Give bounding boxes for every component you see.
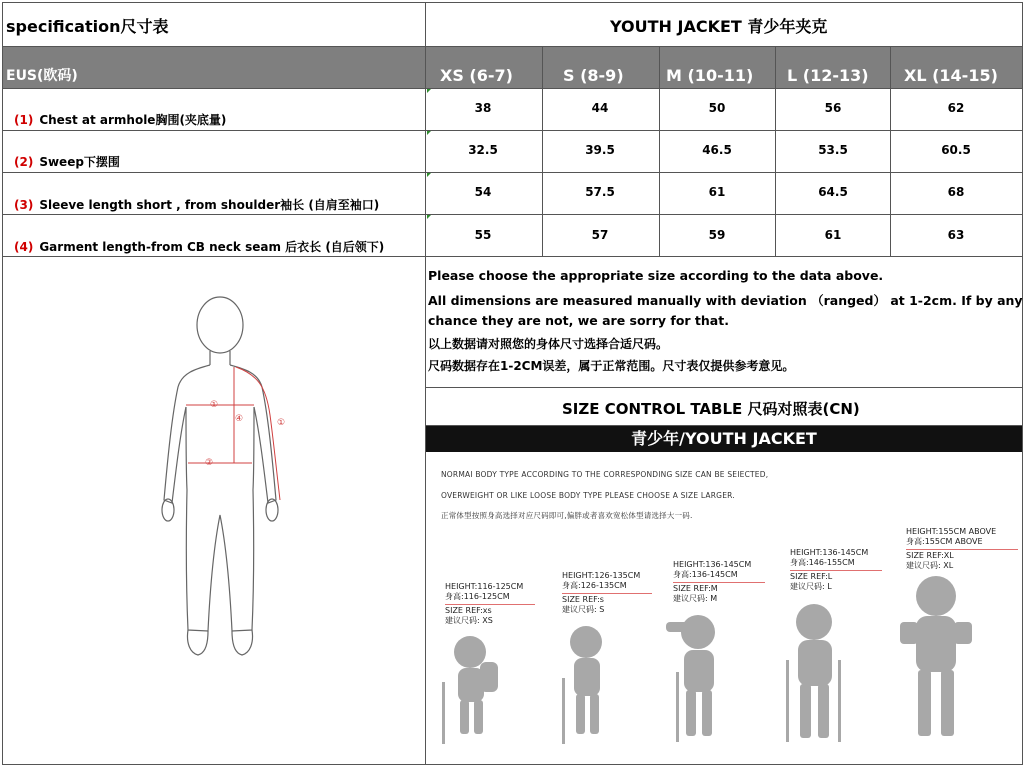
note-line-4: 以上数据请对照您的身体尺寸选择合适尺码。: [428, 337, 669, 351]
kid-label-m: HEIGHT:136-145CM 身高:136-145CM SIZE REF:M 建议尺码: M: [673, 560, 752, 603]
kid-label-xs: HEIGHT:116-125CM 身高:116-125CM SIZE REF:xs 建议尺码: XS: [445, 582, 524, 625]
cell-marker: [427, 173, 431, 177]
measurement-label: (4) Garment length-from CB neck seam 后衣长 (自后领下): [14, 240, 385, 254]
kid-silhouette-l: [780, 600, 850, 748]
value-cell: 38: [474, 101, 492, 115]
kid-label-l: HEIGHT:136-145CM 身高:146-155CM SIZE REF:L 建议尺码: L: [790, 548, 869, 591]
spec-title: specification尺寸表: [6, 17, 169, 36]
diagram-mark-length: ④: [235, 414, 244, 424]
cell-marker: [427, 131, 431, 135]
value-cell: 63: [947, 228, 965, 242]
size-m: M (10-11): [666, 66, 754, 85]
measurement-label: (1) Chest at armhole胸围(夹底量): [14, 113, 227, 127]
body-measurement-diagram: [150, 295, 300, 665]
size-control-title: SIZE CONTROL TABLE 尺码对照表(CN): [562, 400, 860, 418]
value-cell: 57: [591, 228, 609, 242]
value-cell: 50: [708, 101, 726, 115]
value-cell: 46.5: [702, 143, 732, 157]
value-cell: 53.5: [818, 143, 848, 157]
measurement-label: (2) Sweep下摆围: [14, 155, 120, 169]
diagram-mark-sleeve: ①: [277, 418, 286, 428]
kid-underline: [790, 570, 882, 571]
note-line-1: Please choose the appropriate size according to the data above.: [428, 268, 884, 283]
measurement-label: (3) Sleeve length short , from shoulder袖长 (自肩至袖口): [14, 198, 380, 212]
value-cell: 39.5: [585, 143, 615, 157]
value-cell: 56: [824, 101, 842, 115]
diagram-mark-chest: ①: [210, 400, 219, 410]
value-cell: 57.5: [585, 185, 615, 199]
value-cell: 61: [824, 228, 842, 242]
kid-silhouette-m: [662, 608, 734, 748]
diagram-mark-sweep: ②: [205, 458, 214, 468]
value-cell: 61: [708, 185, 726, 199]
value-cell: 59: [708, 228, 726, 242]
kid-underline: [673, 582, 765, 583]
value-cell: 54: [474, 185, 492, 199]
value-cell: 64.5: [818, 185, 848, 199]
value-cell: 62: [947, 101, 965, 115]
kid-silhouette-xs: [436, 632, 506, 750]
value-cell: 44: [591, 101, 609, 115]
size-xl: XL (14-15): [904, 66, 998, 85]
note-line-5: 尺码数据存在1-2CM误差，属于正常范围。尺寸表仅提供参考意见。: [428, 359, 795, 373]
kid-silhouette-xl: [896, 572, 976, 748]
youth-jacket-bar: 青少年/YOUTH JACKET: [426, 426, 1022, 452]
size-caption-1: NORMAI BODY TYPE ACCORDING TO THE CORRESPONDING SIZE CAN BE SEIECTED,: [441, 470, 769, 479]
note-line-2: All dimensions are measured manually with deviation （ranged） at 1-2cm. If by any: [428, 293, 1023, 308]
kid-underline: [562, 593, 652, 594]
size-xs: XS (6-7): [440, 66, 513, 85]
jacket-title: YOUTH JACKET 青少年夹克: [610, 17, 828, 36]
size-l: L (12-13): [787, 66, 869, 85]
measurement-number: (1): [14, 113, 34, 127]
note-line-3: chance they are not, we are sorry for that.: [428, 313, 729, 328]
kid-underline: [445, 604, 535, 605]
kid-underline: [906, 549, 1018, 550]
measurement-number: (4): [14, 240, 34, 254]
value-cell: 60.5: [941, 143, 971, 157]
value-cell: 55: [474, 228, 492, 242]
measurement-number: (2): [14, 155, 34, 169]
kid-silhouette-s: [554, 622, 618, 750]
value-cell: 68: [947, 185, 965, 199]
cell-marker: [427, 89, 431, 93]
size-caption-2: OVERWEIGHT OR LIKE LOOSE BODY TYPE PLEASE CHOOSE A SIZE LARGER.: [441, 491, 735, 500]
kid-label-s: HEIGHT:126-135CM 身高:126-135CM SIZE REF:s 建议尺码: S: [562, 571, 641, 614]
value-cell: 32.5: [468, 143, 498, 157]
size-caption-3: 正常体型按照身高选择对应尺码即可,偏胖或者喜欢宽松体型请选择大一码.: [441, 511, 693, 520]
size-s: S (8-9): [563, 66, 624, 85]
measurement-number: (3): [14, 198, 34, 212]
eus-label: EUS(欧码): [6, 68, 78, 84]
cell-marker: [427, 215, 431, 219]
kid-label-xl: HEIGHT:155CM ABOVE 身高:155CM ABOVE SIZE REF:XL 建议尺码: XL: [906, 527, 997, 570]
